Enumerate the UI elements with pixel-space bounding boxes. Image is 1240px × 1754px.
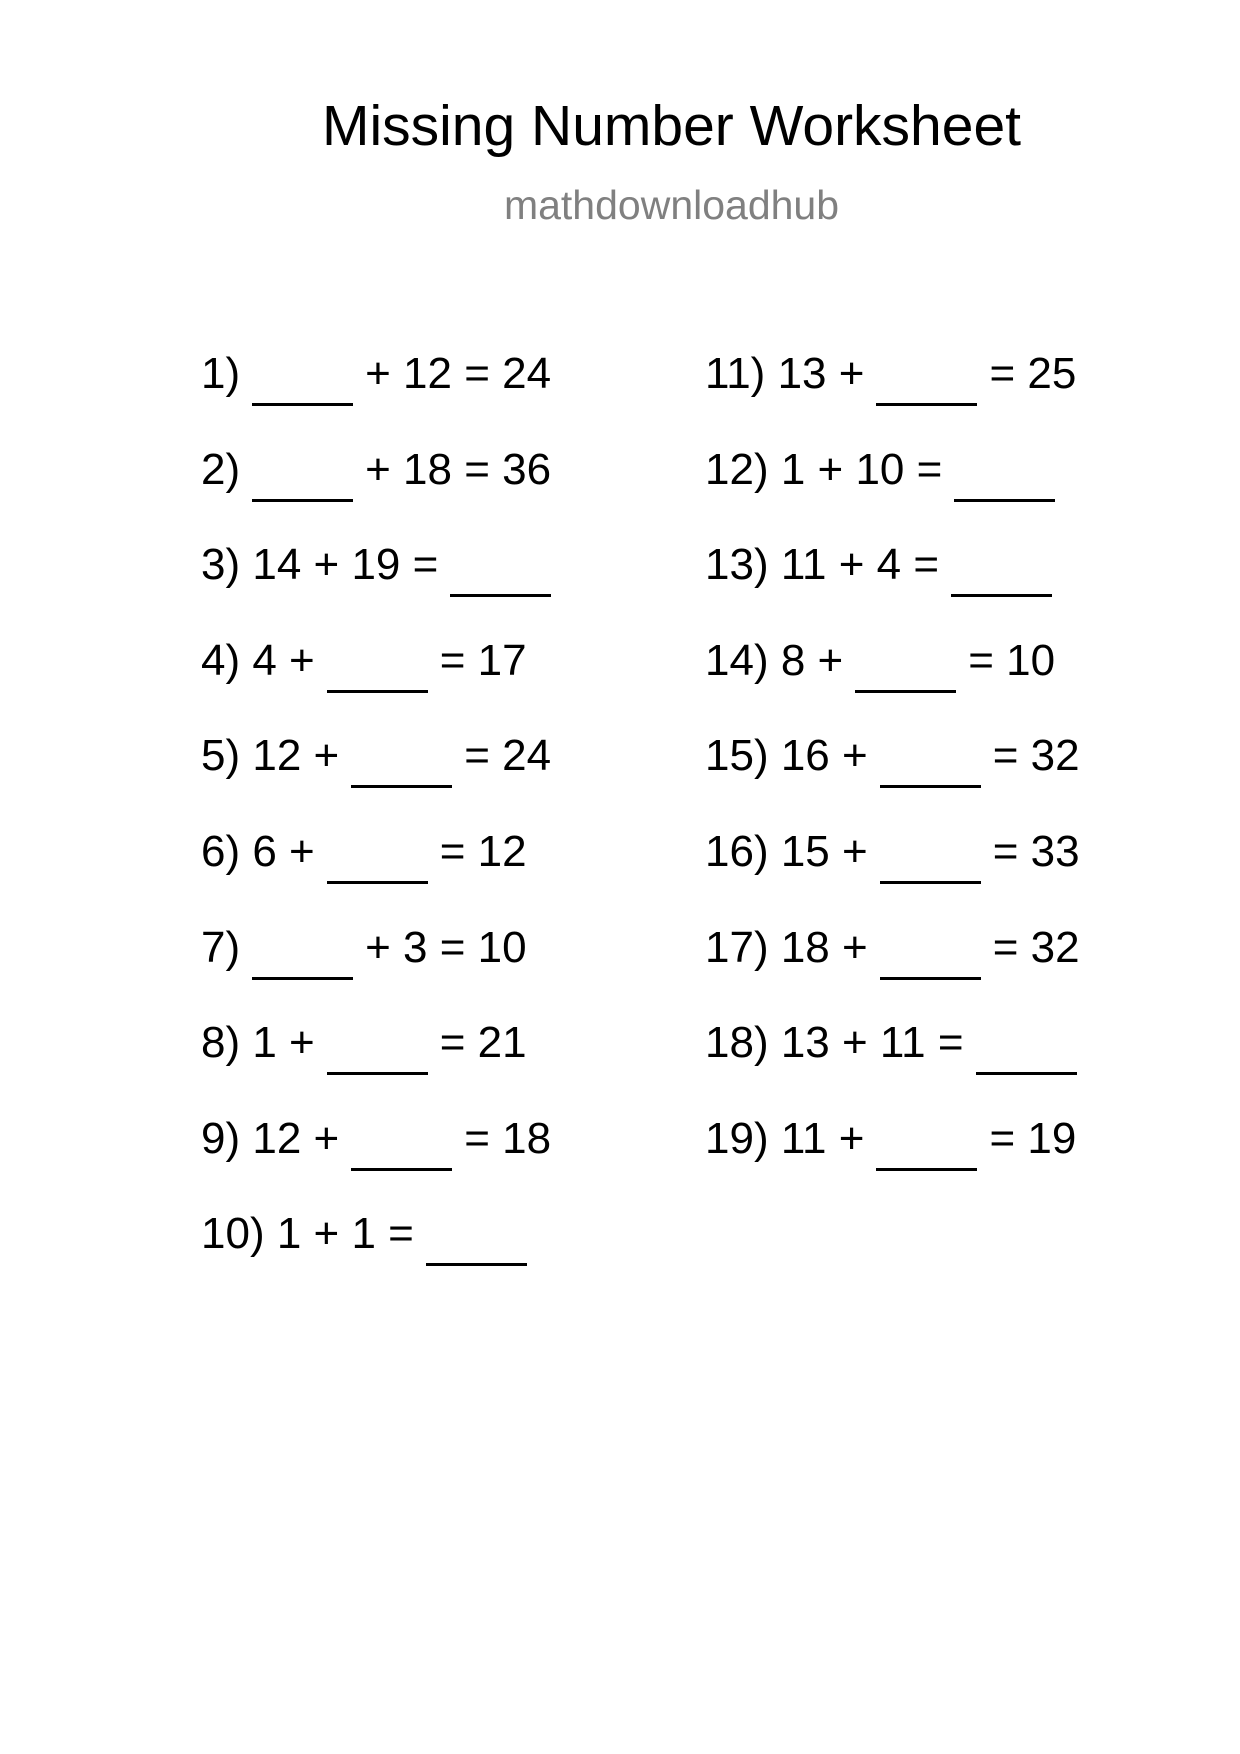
- question-number: 16): [705, 826, 769, 876]
- question-text: 18 +: [780, 922, 868, 972]
- question-10: [201, 1209, 551, 1308]
- question-text: + 18 = 36: [365, 444, 552, 494]
- answer-blank[interactable]: [252, 362, 353, 406]
- question-text: = 33: [992, 826, 1080, 876]
- question-number: 8): [201, 1018, 241, 1068]
- question-text: = 18: [464, 1113, 552, 1163]
- question-text: 12 +: [252, 1113, 340, 1163]
- question-text: 16 +: [780, 731, 868, 781]
- question-text: 11 +: [780, 1113, 865, 1163]
- question-number: 13): [705, 540, 769, 590]
- question-text: = 24: [464, 731, 552, 781]
- answer-blank[interactable]: [351, 744, 452, 788]
- answer-blank[interactable]: [876, 1127, 977, 1171]
- question-text: 15 +: [780, 826, 868, 876]
- answer-blank[interactable]: [880, 744, 981, 788]
- question-3: [201, 540, 551, 639]
- questions-left-column: [201, 349, 552, 1308]
- question-text: 14 + 19 =: [252, 540, 439, 590]
- question-number: 18): [705, 1018, 769, 1068]
- question-text: = 12: [439, 826, 527, 876]
- question-text: + 3 = 10: [365, 922, 527, 972]
- question-13: [705, 540, 1080, 639]
- questions-right-column: [705, 349, 1080, 1212]
- question-number: 12): [705, 444, 769, 494]
- question-text: 13 +: [777, 349, 865, 398]
- question-text: 4 +: [252, 635, 315, 685]
- question-16: [705, 826, 1080, 926]
- question-5: [201, 731, 552, 830]
- question-14: [705, 635, 1080, 735]
- answer-blank[interactable]: [351, 1127, 452, 1171]
- question-text: 8 +: [780, 635, 844, 685]
- question-number: 6): [201, 826, 241, 876]
- question-number: 1): [201, 349, 241, 398]
- question-text: 1 +: [252, 1018, 315, 1068]
- question-15: [705, 731, 1080, 830]
- answer-blank[interactable]: [855, 649, 956, 693]
- answer-blank[interactable]: [327, 649, 428, 693]
- question-number: 3): [201, 540, 241, 590]
- answer-blank[interactable]: [426, 1222, 527, 1266]
- question-2: [201, 444, 552, 544]
- question-text: = 21: [439, 1018, 527, 1068]
- question-number: 19): [705, 1113, 769, 1163]
- question-number: 14): [705, 635, 769, 685]
- question-number: 9): [201, 1113, 241, 1163]
- question-11: [705, 349, 1080, 448]
- question-text: + 12 = 24: [365, 349, 552, 398]
- answer-blank[interactable]: [880, 936, 981, 980]
- question-number: 5): [201, 731, 241, 781]
- question-8: [201, 1018, 551, 1117]
- question-text: = 32: [992, 731, 1080, 781]
- answer-blank[interactable]: [880, 840, 981, 884]
- worksheet-title: Missing Number Worksheet: [321, 94, 1021, 158]
- question-text: = 32: [992, 922, 1080, 972]
- answer-blank[interactable]: [327, 1031, 428, 1075]
- question-text: = 25: [989, 349, 1077, 398]
- question-text: = 10: [968, 635, 1056, 685]
- answer-blank[interactable]: [876, 362, 977, 406]
- question-17: [705, 922, 1080, 1022]
- worksheet-subtitle: mathdownloadhub: [503, 182, 840, 228]
- question-text: 1 + 1 =: [276, 1209, 414, 1259]
- question-6: [201, 826, 551, 926]
- question-18: [705, 1018, 1080, 1117]
- answer-blank[interactable]: [951, 553, 1052, 597]
- question-7: [201, 922, 551, 1022]
- answer-blank[interactable]: [252, 458, 353, 502]
- question-number: 7): [201, 922, 241, 972]
- answer-blank[interactable]: [976, 1031, 1077, 1075]
- question-text: 6 +: [252, 826, 315, 876]
- question-text: = 17: [439, 635, 527, 685]
- question-9: [201, 1113, 552, 1213]
- question-number: 4): [201, 635, 241, 685]
- question-19: [705, 1113, 1080, 1213]
- question-number: 17): [705, 922, 769, 972]
- question-number: 10): [201, 1209, 265, 1259]
- question-number: 2): [201, 444, 241, 494]
- answer-blank[interactable]: [252, 936, 353, 980]
- question-12: [705, 444, 1080, 544]
- question-text: 1 + 10 =: [780, 444, 943, 494]
- question-1: [201, 349, 552, 448]
- question-number: 11): [705, 349, 766, 398]
- question-4: [201, 635, 551, 735]
- answer-blank[interactable]: [954, 458, 1055, 502]
- question-text: = 19: [989, 1113, 1077, 1163]
- answer-blank[interactable]: [450, 553, 551, 597]
- question-text: 12 +: [252, 731, 340, 781]
- question-text: 13 + 11 =: [780, 1018, 964, 1068]
- question-number: 15): [705, 731, 769, 781]
- question-text: 11 + 4 =: [780, 540, 940, 590]
- answer-blank[interactable]: [327, 840, 428, 884]
